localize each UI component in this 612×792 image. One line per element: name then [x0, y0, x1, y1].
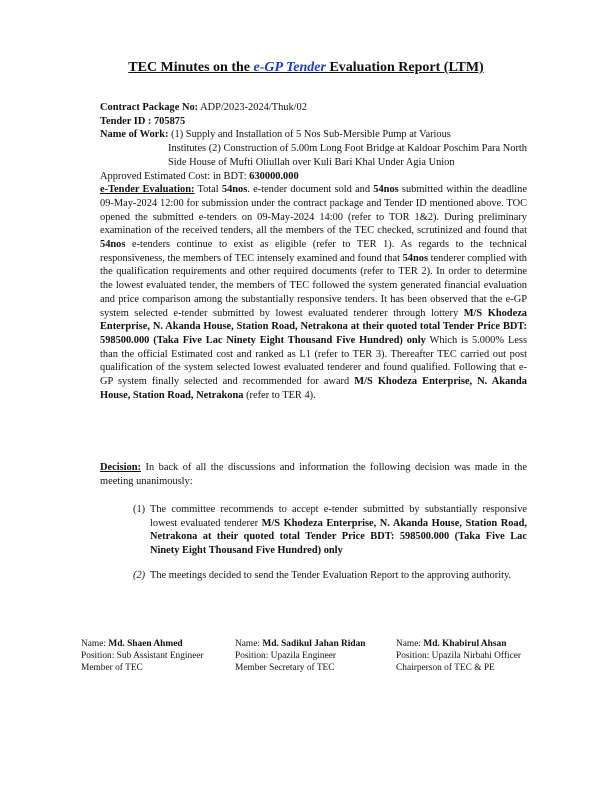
signatory-name: Md. Khabirul Ahsan [423, 639, 507, 649]
decision-paragraph [100, 461, 527, 488]
label: Contract Package No: [100, 102, 199, 113]
egp-tender-link[interactable]: e-GP Tender [253, 60, 326, 75]
label: Name: [81, 639, 109, 649]
text: M/S Khodeza Enterprise, N. Akanda House, Station Road, Netrakona [100, 376, 527, 401]
label: Name of Work: [100, 129, 169, 141]
section-label: e-Tender Evaluation: [100, 184, 195, 196]
text: 54nos [221, 184, 248, 196]
text: 54nos [402, 252, 429, 264]
name-of-work [100, 128, 527, 142]
page-title [0, 61, 612, 75]
item-number: (2) [133, 570, 146, 581]
text: The meetings decided to send the Tender Evaluation Report to the approving authority. [150, 570, 512, 581]
section-label: Decision: [100, 462, 141, 473]
text: e-tenders continue to exist as eligible (refer to TER 1). As regards to the technical responsiveness, the members of TEC intensely examined and found that [100, 239, 527, 264]
decision-item [133, 503, 527, 558]
title-text: Evaluation Report (LTM) [325, 60, 484, 75]
label: Name: [396, 639, 424, 649]
text: . e-tender document sold and [247, 184, 374, 196]
approved-cost [100, 170, 527, 184]
text: 54nos [100, 239, 126, 251]
signatory-position: Position: Sub Assistant Engineer [81, 651, 204, 661]
text: tenderer complied with the qualification requirements and other required documents (refer to TER 2). In order to determine the lowest evaluated tender, the members of TEC followed the system generated financial evaluation and price comparison among the substantially responsive tenders. It has been observed that the e-GP system selected e-tender submitted by lowest evaluated tenderer through lottery [100, 252, 528, 319]
value: (1) Supply and Installation of 5 Nos Sub-Mersible Pump at Various [168, 129, 451, 141]
title-text: TEC Minutes on the [128, 60, 254, 75]
tender-id [100, 115, 527, 129]
signatory-role: Chairperson of TEC & PE [396, 663, 495, 673]
signature-block [396, 638, 521, 674]
signatory-name: Md. Shaen Ahmed [108, 639, 183, 649]
evaluation-paragraph [100, 183, 527, 402]
text: In back of all the discussions and information the following decision was made in the meeting unanimously: [100, 462, 527, 487]
label: Approved Estimated Cost: in BDT: [100, 170, 250, 182]
label: Name: [235, 639, 263, 649]
text: submitted within the deadline 09-May-2024 12:00 for submission under the contract package and Tender ID mentioned above. TOC opened the submitted e-tenders on 09-May-2024 14:00 (refer to TOR 1&2). During preliminary examination of the received tenders, all the members of the TEC checked, scrutinized and found that [100, 184, 527, 237]
item-number: (1) [133, 504, 146, 515]
signature-block [235, 638, 366, 674]
signature-block [81, 638, 204, 674]
value: 705875 [151, 115, 186, 127]
text: M/S Khodeza Enterprise, N. Akanda House, Station Road, Netrakona at their quoted total Tender Price BDT: 598500.000 (Taka Five Lac Ninety Eight Thousand Five Hundred) only [150, 517, 527, 557]
signatory-position: Position: Upazila Nirbahi Officer [396, 651, 522, 661]
signatory-role: Member of TEC [81, 663, 143, 673]
text: The committee recommends to accept e-tender submitted by substantially responsive lowest evaluated tenderer [150, 504, 527, 529]
contract-package [100, 101, 527, 115]
decision-item [133, 569, 527, 583]
text: Total [194, 184, 222, 196]
text: (refer to TER 4). [243, 389, 316, 401]
text: 54nos [373, 184, 399, 196]
text: Which is 5.000% Less than the official Estimated cost and ranked as L1 (refer to TER 3). Thereafter TEC carried out post qualification of the system selected lowest evaluated tenderer and found qualified. Following that e-GP system finally selected and recommended for award [100, 334, 527, 388]
value: ADP/2023-2024/Thuk/02 [198, 102, 307, 113]
signatory-name: Md. Sadikul Jahan Ridan [262, 639, 366, 649]
text: M/S Khodeza Enterprise, N. Akanda House, Station Road, Netrakona at their quoted total Tender Price BDT: 598500.000 (Taka Five Lac Ninety Eight Thousand Five Hundred) only [100, 307, 528, 346]
label: Tender ID : [100, 115, 152, 127]
value: 630000.000 [249, 170, 299, 182]
contract-info [100, 101, 527, 402]
signatory-position: Position: Upazila Engineer [235, 651, 337, 661]
work-continued: Institutes (2) Construction of 5.00m Long Foot Bridge at Kaldoar Poschim Para North Side House of Mufti Oliullah over Kuli Bari Khal Under Agia Union [168, 143, 527, 168]
signatory-role: Member Secretary of TEC [235, 663, 335, 673]
